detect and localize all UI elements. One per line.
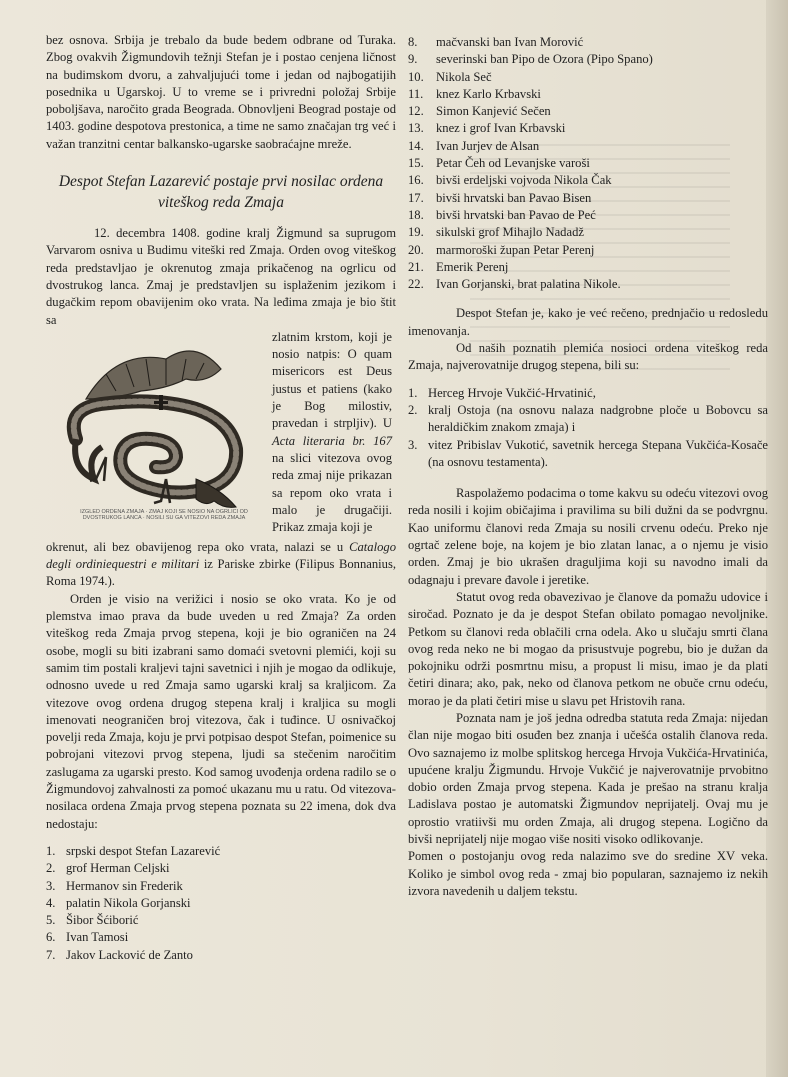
beside-text-2: na slici vitezova ovog reda zmaj nije prikazan sa repom oko vrata i malo je drugačiji. Prikaz zmaja koji je <box>272 450 392 535</box>
list-item-text: bivši erdeljski vojvoda Nikola Čak <box>436 173 612 188</box>
paragraph-judgement: Poznata nam je još jedna odredba statuta reda Zmaja: nijedan član nije mogao biti osuđen bez znanja i učešća ostalih članova reda. Ovo saznajemo iz molbe splitskog hercega Hrvoja Vukčića-Hrvatinića, upućene kralju Žigmundu. Hrvoje Vukčić je najverovatnije prvobitno dobio orden Zmaja prvog stepena. Kada je prešao na stranu kralja Ladislava postao je automatski Žigmundov neprijatelj. Ovaj mu je oprostio vratiivši mu orden Zmaja, ali drugog stepena. Logično da bivši neprijatelj nije mogao više nositi visoko odlikovanje. <box>408 710 768 847</box>
list-item-text: grof Herman Celjski <box>66 861 170 876</box>
beside-text: zlatnim krstom, koji je nosio natpis: O quam misericors est Deus justus et patiens (kako je Bog milostiv, pravedan i strpljiv). U <box>272 329 392 431</box>
list-item-number: 7. <box>46 947 56 962</box>
paragraph-catalog <box>46 539 396 591</box>
list-item-text: palatin Nikola Gorjanski <box>66 895 191 910</box>
list-item-number: 14. <box>408 138 424 153</box>
beside-italic-source: Acta literaria br. 167 <box>272 433 392 448</box>
list-item-text: knez i grof Ivan Krbavski <box>436 121 566 136</box>
intro-paragraph: bez osnova. Srbija je trebalo da bude bedem odbrane od Turaka. Zbog ovakvih Žigmundovih težnji Stefan je i postao cenjena ličnost na budimskom dvoru, a zahvaljujući tome i jedan od najbogatijih posednika u Ugarskoj. U to vreme se i privredni položaj Srbije poboljšava, naročito grada Beograda. Obnovljeni Beograd postaje od 1403. godine despotova prestonica, a time ne samo značajan trg već i važan tranzitni centar balkansko-ugarske saobraćajne mreže. <box>46 33 396 151</box>
list-item <box>46 878 396 895</box>
list-item <box>408 259 768 276</box>
list-item <box>408 51 768 68</box>
list-item <box>408 172 768 189</box>
section-heading: Despot Stefan Lazarević postaje prvi nosilac ordena viteškog reda Zmaja <box>58 173 384 212</box>
figure-wrap <box>46 329 396 539</box>
list-item <box>408 69 768 86</box>
list-item-text: marmoroški župan Petar Perenj <box>436 242 595 257</box>
list-item <box>46 912 396 929</box>
list-item-text: Šibor Šćiborić <box>66 913 139 928</box>
list-item <box>408 437 768 472</box>
list-item <box>46 860 396 877</box>
list-item <box>408 224 768 241</box>
list-item-number: 1. <box>46 843 56 858</box>
list-item <box>408 207 768 224</box>
paragraph-statute: Statut ovog reda obavezivao je članove da pomažu udovice i siročad. Poznato je da je despot Stefan obilato pomagao nevoljnike. Petkom su članovi reda oblačili crna odela. Ako u slučaju smrti člana ovog reda neko ne bi mogao da prisustvuje pogrebu, bio je dužan da pokojniku održi posmrtnu misu, a propust li misu, imao je da plati četiri dinara; ako, pak, neko od članova petkom ne obuče crnu odeću, morao je da plati četiri mise u slavu pet Hristovih rana. <box>408 589 768 708</box>
list-item-text: Petar Čeh od Levanjske varoši <box>436 156 590 171</box>
list-item <box>408 276 768 293</box>
list-item-text: Simon Kanjević Sečen <box>436 104 551 119</box>
list-item-number: 3. <box>46 878 56 893</box>
paragraph-precedence: Despot Stefan je, kako je već rečeno, prednjačio u redosledu imenovanja. <box>408 306 768 338</box>
list-item-number: 21. <box>408 259 424 274</box>
list-item-text: Ivan Jurjev de Alsan <box>436 138 540 153</box>
list-item-number: 5. <box>46 913 56 928</box>
list-item-text: mačvanski ban Ivan Morović <box>436 35 584 49</box>
list-item-number: 2. <box>408 402 418 417</box>
list-item <box>408 242 768 259</box>
paragraph-uniform: Raspolažemo podacima o tome kakvu su odeću vitezovi ovog reda nosili i kojim običajima i pravilima su bili dužni da se podvrgnu. Kao uniformu članovi reda Zmaja su nosili crvenu odeću. Preko nje ogrtač zelene boje, na kojem je bio zlatan lanac, a o njemu je visio orden. Zmaj je bio ukrašen draguljima koji su navodno imali da odagnaju i prevare đavole i jeretike. <box>408 486 768 587</box>
list-item <box>408 385 768 402</box>
figure-caption: IZGLED ORDENA ZMAJA · ZMAJ KOJI SE NOSIO NA OGRLICI OD DVOSTRUKOG LANCA · NOSILI SU GA VITEZOVI REDA ZMAJA <box>80 508 248 522</box>
list-item-text: severinski ban Pipo de Ozora (Pipo Spano) <box>436 52 653 67</box>
catalog-text-b: iz Pariske zbirke (Filipus Bonnanius, Roma 1974.). <box>46 557 396 589</box>
list-item-number: 11. <box>408 86 424 101</box>
list-item <box>46 929 396 946</box>
local-knights-list <box>408 385 768 471</box>
list-item <box>46 895 396 912</box>
list-item <box>46 843 396 860</box>
list-item-text: kralj Ostoja (na osnovu nalaza nadgrobne ploče u Bobovcu sa heraldičkim znakom zmaja) i <box>428 402 768 435</box>
list-item-text: srpski despot Stefan Lazarević <box>66 843 221 858</box>
list-item-text: Ivan Tamosi <box>66 930 129 945</box>
list-item-text: Nikola Seč <box>436 69 492 84</box>
list-item <box>408 34 768 51</box>
list-item-text: bivši hrvatski ban Pavao de Peć <box>436 207 596 222</box>
list-item <box>408 86 768 103</box>
list-item <box>408 402 768 437</box>
list-item-text: Jakov Lacković de Zanto <box>66 947 193 962</box>
list-item-number: 17. <box>408 190 424 205</box>
list-item-number: 18. <box>408 207 424 222</box>
catalog-italic-title: Catalogo degli ordiniequestri e militari <box>46 539 396 572</box>
paragraph-mention: Pomen o postojanju ovog reda nalazimo sve do sredine XV veka. Koliko je simbol ovog reda - zmaj bio popularan, saznajemo iz nekih izvora navedenih u daljem tekstu. <box>408 849 768 898</box>
list-item <box>408 120 768 137</box>
list-item <box>408 190 768 207</box>
list-item-number: 6. <box>46 930 56 945</box>
text-beside-figure <box>272 329 392 539</box>
left-column <box>46 32 396 964</box>
list-item <box>46 947 396 964</box>
list-item-text: Emerik Perenj <box>436 259 509 274</box>
list-item-text: Ivan Gorjanski, brat palatina Nikole. <box>436 277 621 292</box>
list-item-text: bivši hrvatski ban Pavao Bisen <box>436 190 592 205</box>
dragon-order-icon <box>46 329 264 539</box>
list-item-number: 4. <box>46 895 56 910</box>
list-item <box>408 155 768 172</box>
list-item <box>408 138 768 155</box>
list-item-text: sikulski grof Mihajlo Nadadž <box>436 225 584 240</box>
list-item-number: 12. <box>408 104 424 119</box>
list-item-number: 2. <box>46 861 56 876</box>
catalog-text-a: okrenut, ali bez obavijenog repa oko vrata, nalazi se u <box>46 539 344 554</box>
list-item-number: 13. <box>408 121 424 136</box>
list-item-number: 1. <box>408 385 418 400</box>
page-edge-shadow <box>766 0 788 1077</box>
list-item-number: 9. <box>408 52 418 67</box>
knights-list-right <box>408 34 768 293</box>
list-item-text: Hermanov sin Frederik <box>66 878 183 893</box>
list-item-text: knez Karlo Krbavski <box>436 86 541 101</box>
right-column <box>408 34 768 900</box>
dragon-figure <box>46 329 264 539</box>
list-item-text: vitez Pribislav Vukotić, savetnik hercega Stepana Vukčića-Kosače (na osnovu testamenta). <box>428 437 768 469</box>
list-item-number: 22. <box>408 277 424 292</box>
paragraph-founding: 12. decembra 1408. godine kralj Žigmund sa suprugom Varvarom osniva u Budimu viteški red Zmaja. Orden ovog viteškog reda predstavljao je okrenutog zmaja prikačenog na ogrlicu od dvostrukog lanca. Zmaj je predstavljen su isplaženim jezikom i dugačkim repom obavijenim oko vrata. Na leđima zmaja je bio štit sa <box>46 226 396 327</box>
knights-list-left <box>46 843 396 964</box>
list-item-number: 3. <box>408 437 418 452</box>
list-item-number: 20. <box>408 242 424 257</box>
list-item-number: 10. <box>408 69 424 84</box>
paragraph-membership: Orden je visio na verižici i nosio se oko vrata. Ko je od plemstva imao prava da bude uveden u red Zmaja? Za orden viteškog reda Zmaja prvog stepena, koji je bio ograničen na 24 osobe, mogli su biti izabrani samo domaći svetovni plemići, koji su samim tim postali kraljevi tajni savetnici i njih je mogao da odlikuje, odnosno uvede u red Zmaja samo ugarski kralj sa kraljicom. Za vitezove ovog ordena drugog stepena kralj i kraljica su mogli imenovati neograničen broj vitezova, čak i tuđince. U osnivačkoj povelji reda Zmaja, koju je prvi potpisao despot Stefan, poimenice su pobrojani vitezovi prvog stepena, ljudi sa stečenim naročitim zaslugama za ugarski presto. Kod samog uvođenja ordena radilo se o Žigmundovoj zahvalnosti za pomoć ukazanu mu u ratu. Od vitezova-nosilaca ordena Zmaja prvog stepena poznata su 22 imena, dok dva nedostaju: <box>46 591 396 831</box>
list-item-number: 16. <box>408 173 424 188</box>
list-item <box>408 103 768 120</box>
list-item-number: 19. <box>408 225 424 240</box>
paragraph-local-nobles: Od naših poznatih plemića nosioci ordena viteškog reda Zmaja, najverovatnije drugog stepena, bili su: <box>408 341 768 373</box>
list-item-text: Herceg Hrvoje Vukčić-Hrvatinić, <box>428 385 596 400</box>
list-item-number: 15. <box>408 156 424 171</box>
list-item-number: 8. <box>408 35 418 49</box>
